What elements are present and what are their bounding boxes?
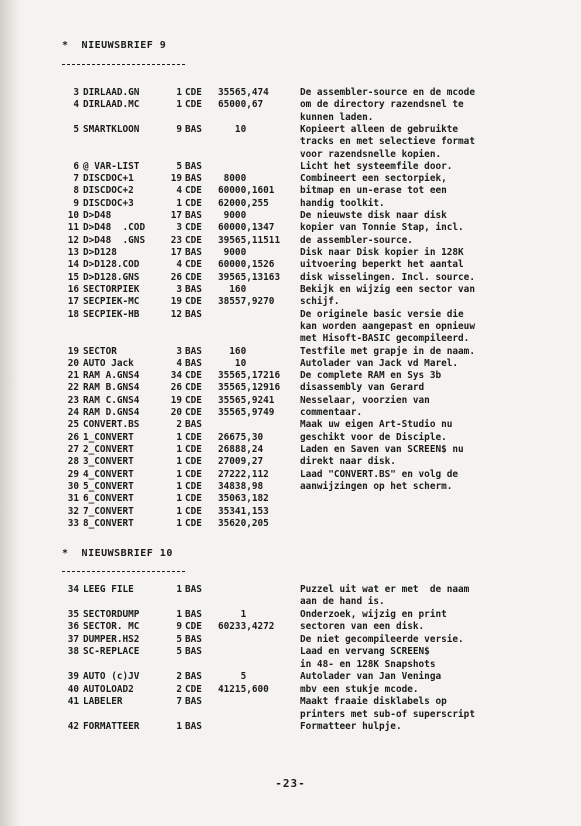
entry-num: 16	[67, 283, 79, 295]
entry-addr: 39565,13163	[218, 271, 281, 283]
entry-addr: 27222,112	[218, 468, 269, 480]
entry-num: 37	[67, 633, 79, 645]
entry-desc: De niet gecompileerde versie.	[300, 633, 464, 645]
entry-desc: tracks en met selectieve format	[300, 136, 475, 148]
entry-num: 18	[67, 308, 79, 320]
entry-num: 39	[67, 671, 79, 683]
entry-desc: printers met sub-of superscript	[300, 708, 475, 720]
entry-size: 2	[176, 419, 182, 431]
entry-size: 1	[176, 99, 182, 111]
entry-type: CDE	[185, 87, 202, 98]
entry-size: 26	[170, 382, 182, 394]
entry-num: 5	[73, 123, 79, 135]
entry-desc: De assembler-source en de mcode	[300, 87, 475, 98]
entry-desc: voor razendsnelle kopien.	[300, 148, 442, 160]
entry-num: 26	[67, 431, 79, 443]
entry-num: 7	[73, 173, 79, 185]
entry-name: 5_CONVERT	[83, 480, 134, 492]
entry-name: 1_CONVERT	[83, 431, 134, 443]
entry-size: 17	[170, 210, 182, 222]
entry-desc: disk wisselingen. Incl. source.	[300, 271, 475, 283]
entry-type: BAS	[185, 123, 202, 135]
entry-name: @ VAR-LIST	[83, 160, 140, 172]
entry-num: 20	[67, 357, 79, 369]
entry-size: 20	[170, 407, 182, 419]
entry-desc: Autolader van Jan Veninga	[300, 671, 442, 683]
entry-type: CDE	[185, 185, 202, 197]
entry-desc: in 48- en 128K Snapshots	[300, 658, 436, 670]
section-underline	[62, 64, 185, 65]
entry-name: D>D128.COD	[83, 259, 140, 271]
entry-size: 34	[170, 370, 182, 382]
entry-size: 9	[176, 123, 182, 135]
entry-addr: 39565,11511	[218, 234, 281, 246]
entry-size: 4	[176, 357, 182, 369]
entry-num: 41	[67, 696, 79, 708]
entry-desc: handig toolkit.	[300, 197, 385, 209]
entry-size: 3	[176, 222, 182, 234]
entry-type: BAS	[185, 210, 202, 222]
entry-size: 5	[176, 633, 182, 645]
entry-name: LEEG FILE	[83, 584, 134, 595]
entry-size: 3	[176, 283, 182, 295]
entry-name: DISCDOC+2	[83, 185, 134, 197]
entry-type: BAS	[185, 160, 202, 172]
entry-name: DISCDOC+3	[83, 197, 134, 209]
entry-size: 5	[176, 646, 182, 658]
entry-name: 8_CONVERT	[83, 517, 134, 529]
entry-type: CDE	[185, 480, 202, 492]
entry-size: 19	[170, 296, 182, 308]
entry-num: 11	[67, 222, 79, 234]
entry-size: 1	[176, 431, 182, 443]
entry-num: 36	[67, 621, 79, 633]
entry-name: RAM B.GNS4	[83, 382, 140, 394]
entry-type: BAS	[185, 419, 202, 431]
entry-num: 24	[67, 407, 79, 419]
entry-addr: 10	[218, 357, 247, 369]
entry-size: 1	[176, 443, 182, 455]
entry-desc: Kopieert alleen de gebruikte	[300, 123, 459, 135]
entry-size: 9	[176, 621, 182, 633]
entry-num: 12	[67, 234, 79, 246]
entry-desc: Combineert een sectorpiek,	[300, 173, 447, 185]
entry-desc: Formatteer hulpje.	[300, 720, 402, 732]
entry-desc: om de directory razendsnel te	[300, 99, 464, 111]
entry-name: D>D128.GNS	[83, 271, 140, 283]
entry-type: CDE	[185, 99, 202, 111]
entry-name: SECPIEK-HB	[83, 308, 140, 320]
entry-num: 19	[67, 345, 79, 357]
entry-addr: 35063,182	[218, 493, 269, 505]
entry-addr: 8000	[218, 173, 247, 185]
entry-name: D>D128	[83, 247, 117, 259]
entry-type: BAS	[185, 345, 202, 357]
entry-desc: uitvoering beperkt het aantal	[300, 259, 464, 271]
entry-desc: commentaar.	[300, 407, 363, 419]
entry-desc: met Hisoft-BASIC gecompileerd.	[300, 333, 470, 345]
entry-name: FORMATTEER	[83, 720, 140, 732]
entry-desc: Maakt fraaie disklabels op	[300, 696, 447, 708]
entry-num: 29	[67, 468, 79, 480]
entry-num: 27	[67, 443, 79, 455]
entry-desc: Puzzel uit wat er met de naam	[300, 584, 470, 595]
entry-type: CDE	[185, 468, 202, 480]
entry-addr: 34838,98	[218, 480, 264, 492]
entry-name: 7_CONVERT	[83, 505, 134, 517]
entry-desc: De originele basic versie die	[300, 308, 464, 320]
entry-name: RAM C.GNS4	[83, 394, 140, 406]
entry-desc: Autolader van Jack vd Marel.	[300, 357, 459, 369]
entry-size: 5	[176, 160, 182, 172]
entry-size: 23	[170, 234, 182, 246]
entry-size: 19	[170, 173, 182, 185]
entry-type: CDE	[185, 431, 202, 443]
entry-type: CDE	[185, 505, 202, 517]
entry-type: BAS	[185, 696, 202, 708]
entry-name: DUMPER.HS2	[83, 633, 140, 645]
entry-addr: 35565,9749	[218, 407, 275, 419]
entry-num: 3	[73, 87, 79, 98]
entry-addr: 35565,17216	[218, 370, 281, 382]
section-underline	[62, 571, 185, 572]
entry-name: SECPIEK-MC	[83, 296, 140, 308]
entry-name: CONVERT.BS	[83, 419, 140, 431]
entry-desc: Disk naar Disk kopier in 128K	[300, 247, 464, 259]
entry-name: RAM A.GNS4	[83, 370, 140, 382]
entry-size: 7	[176, 696, 182, 708]
entry-name: D>D48	[83, 210, 112, 222]
entry-addr: 9000	[218, 247, 247, 259]
entry-desc: kan worden aangepast en opnieuw	[300, 320, 475, 332]
entry-name: 6_CONVERT	[83, 493, 134, 505]
entry-addr: 5	[218, 671, 247, 683]
entry-desc: kunnen laden.	[300, 111, 374, 123]
entry-desc: de assembler-source.	[300, 234, 413, 246]
entry-size: 1	[176, 480, 182, 492]
entry-name: AUTOLOAD2	[83, 683, 134, 695]
entry-addr: 26675,30	[218, 431, 264, 443]
entry-size: 1	[176, 505, 182, 517]
entry-type: CDE	[185, 222, 202, 234]
entry-desc: bitmap en un-erase tot een	[300, 185, 447, 197]
entry-type: CDE	[185, 443, 202, 455]
entry-type: BAS	[185, 646, 202, 658]
entry-size: 1	[176, 468, 182, 480]
entry-num: 31	[67, 493, 79, 505]
entry-num: 8	[73, 185, 79, 197]
entry-type: CDE	[185, 197, 202, 209]
entry-name: RAM D.GNS4	[83, 407, 140, 419]
page-number: -23-	[275, 777, 306, 790]
entry-addr: 9000	[218, 210, 247, 222]
entry-num: 42	[67, 720, 79, 732]
entry-name: AUTO (c)JV	[83, 671, 140, 683]
entry-size: 1	[176, 720, 182, 732]
entry-size: 12	[170, 308, 182, 320]
entry-num: 17	[67, 296, 79, 308]
entry-addr: 27009,27	[218, 456, 264, 468]
entry-type: BAS	[185, 247, 202, 259]
entry-num: 34	[67, 584, 79, 595]
entry-addr: 10	[218, 123, 247, 135]
entry-num: 4	[73, 99, 79, 111]
entry-num: 14	[67, 259, 79, 271]
entry-size: 1	[176, 197, 182, 209]
entry-addr: 1	[218, 608, 247, 620]
entry-addr: 35565,9241	[218, 394, 275, 406]
entry-type: CDE	[185, 394, 202, 406]
entry-num: 15	[67, 271, 79, 283]
entry-desc: direkt naar disk.	[300, 456, 396, 468]
entry-desc: Nesselaar, voorzien van	[300, 394, 430, 406]
entry-size: 26	[170, 271, 182, 283]
entry-desc: De complete RAM en Sys 3b	[300, 370, 442, 382]
entry-type: CDE	[185, 271, 202, 283]
entry-desc: Laad "CONVERT.BS" en volg de	[300, 468, 459, 480]
entry-addr: 60000,1601	[218, 185, 275, 197]
entry-type: BAS	[185, 173, 202, 185]
entry-name: AUTO Jack	[83, 357, 134, 369]
entry-addr: 60233,4272	[218, 621, 275, 633]
entry-type: CDE	[185, 296, 202, 308]
entry-type: CDE	[185, 621, 202, 633]
entry-addr: 41215,600	[218, 683, 269, 695]
entry-desc: sectoren van een disk.	[300, 621, 425, 633]
entry-type: BAS	[185, 584, 202, 595]
entry-num: 13	[67, 247, 79, 259]
entry-size: 1	[176, 608, 182, 620]
entry-type: BAS	[185, 283, 202, 295]
section-title-nieuwsbrief-9: * NIEUWSBRIEF 9	[62, 40, 167, 51]
entry-size: 1	[176, 584, 182, 595]
entry-desc: geschikt voor de Disciple.	[300, 431, 447, 443]
entry-num: 9	[73, 197, 79, 209]
entry-type: CDE	[185, 382, 202, 394]
entry-type: BAS	[185, 720, 202, 732]
entry-num: 40	[67, 683, 79, 695]
entry-num: 6	[73, 160, 79, 172]
entry-name: 2_CONVERT	[83, 443, 134, 455]
entry-desc: Bekijk en wijzig een sector van	[300, 283, 475, 295]
entry-addr: 26888,24	[218, 443, 264, 455]
entry-name: DISCDOC+1	[83, 173, 134, 185]
entry-desc: aanwijzingen op het scherm.	[300, 480, 453, 492]
entry-num: 35	[67, 608, 79, 620]
entry-desc: Onderzoek, wijzig en print	[300, 608, 447, 620]
section-title-nieuwsbrief-10: * NIEUWSBRIEF 10	[62, 548, 173, 559]
entry-type: CDE	[185, 370, 202, 382]
entry-name: LABELER	[83, 696, 123, 708]
entry-type: CDE	[185, 493, 202, 505]
entry-desc: De nieuwste disk naar disk	[300, 210, 447, 222]
entry-name: SC-REPLACE	[83, 646, 140, 658]
entry-num: 25	[67, 419, 79, 431]
entry-addr: 35620,205	[218, 517, 269, 529]
entry-name: SECTORPIEK	[83, 283, 140, 295]
entry-desc: Testfile met grapje in de naam.	[300, 345, 475, 357]
entry-name: D>D48 .GNS	[83, 234, 146, 246]
entry-addr: 65000,67	[218, 99, 264, 111]
entry-desc: aan de hand is.	[300, 596, 385, 608]
entry-size: 17	[170, 247, 182, 259]
entry-size: 1	[176, 456, 182, 468]
entry-desc: disassembly van Gerard	[300, 382, 425, 394]
entry-size: 4	[176, 259, 182, 271]
entry-addr: 60000,1347	[218, 222, 275, 234]
entry-name: SECTOR. MC	[83, 621, 140, 633]
entry-addr: 35341,153	[218, 505, 269, 517]
entry-type: BAS	[185, 671, 202, 683]
entry-num: 38	[67, 646, 79, 658]
entry-name: SMARTKLOON	[83, 123, 140, 135]
entry-name: D>D48 .COD	[83, 222, 146, 234]
entry-size: 2	[176, 671, 182, 683]
entry-size: 1	[176, 493, 182, 505]
entry-addr: 60000,1526	[218, 259, 275, 271]
entry-name: DIRLAAD.MC	[83, 99, 140, 111]
entry-desc: Maak uw eigen Art-Studio nu	[300, 419, 453, 431]
entry-desc: schijf.	[300, 296, 340, 308]
entry-desc: Laden en Saven van SCREEN$ nu	[300, 443, 464, 455]
entry-size: 1	[176, 87, 182, 98]
entry-type: CDE	[185, 517, 202, 529]
entry-name: 3_CONVERT	[83, 456, 134, 468]
entry-addr: 38557,9270	[218, 296, 275, 308]
entry-type: CDE	[185, 456, 202, 468]
entry-type: CDE	[185, 683, 202, 695]
entry-size: 19	[170, 394, 182, 406]
entry-type: CDE	[185, 407, 202, 419]
entry-desc: kopier van Tonnie Stap, incl.	[300, 222, 464, 234]
entry-num: 32	[67, 505, 79, 517]
entry-type: BAS	[185, 633, 202, 645]
entry-desc: Licht het systeemfile door.	[300, 160, 453, 172]
entry-name: DIRLAAD.GN	[83, 87, 140, 98]
entry-num: 28	[67, 456, 79, 468]
entry-name: SECTORDUMP	[83, 608, 140, 620]
entry-num: 33	[67, 517, 79, 529]
entry-addr: 35565,12916	[218, 382, 281, 394]
entry-size: 3	[176, 345, 182, 357]
entry-num: 30	[67, 480, 79, 492]
entry-size: 4	[176, 185, 182, 197]
entry-size: 1	[176, 517, 182, 529]
entry-type: BAS	[185, 608, 202, 620]
entry-num: 10	[67, 210, 79, 222]
entry-desc: mbv een stukje mcode.	[300, 683, 419, 695]
entry-type: CDE	[185, 259, 202, 271]
entry-size: 2	[176, 683, 182, 695]
entry-desc: Laad en vervang SCREEN$	[300, 646, 430, 658]
entry-num: 23	[67, 394, 79, 406]
entry-num: 21	[67, 370, 79, 382]
entry-addr: 35565,474	[218, 87, 269, 98]
entry-addr: 160	[218, 283, 247, 295]
entry-addr: 160	[218, 345, 247, 357]
entry-addr: 62000,255	[218, 197, 269, 209]
entry-name: SECTOR	[83, 345, 117, 357]
entry-type: CDE	[185, 234, 202, 246]
entry-type: BAS	[185, 357, 202, 369]
entry-type: BAS	[185, 308, 202, 320]
entry-name: 4_CONVERT	[83, 468, 134, 480]
entry-num: 22	[67, 382, 79, 394]
